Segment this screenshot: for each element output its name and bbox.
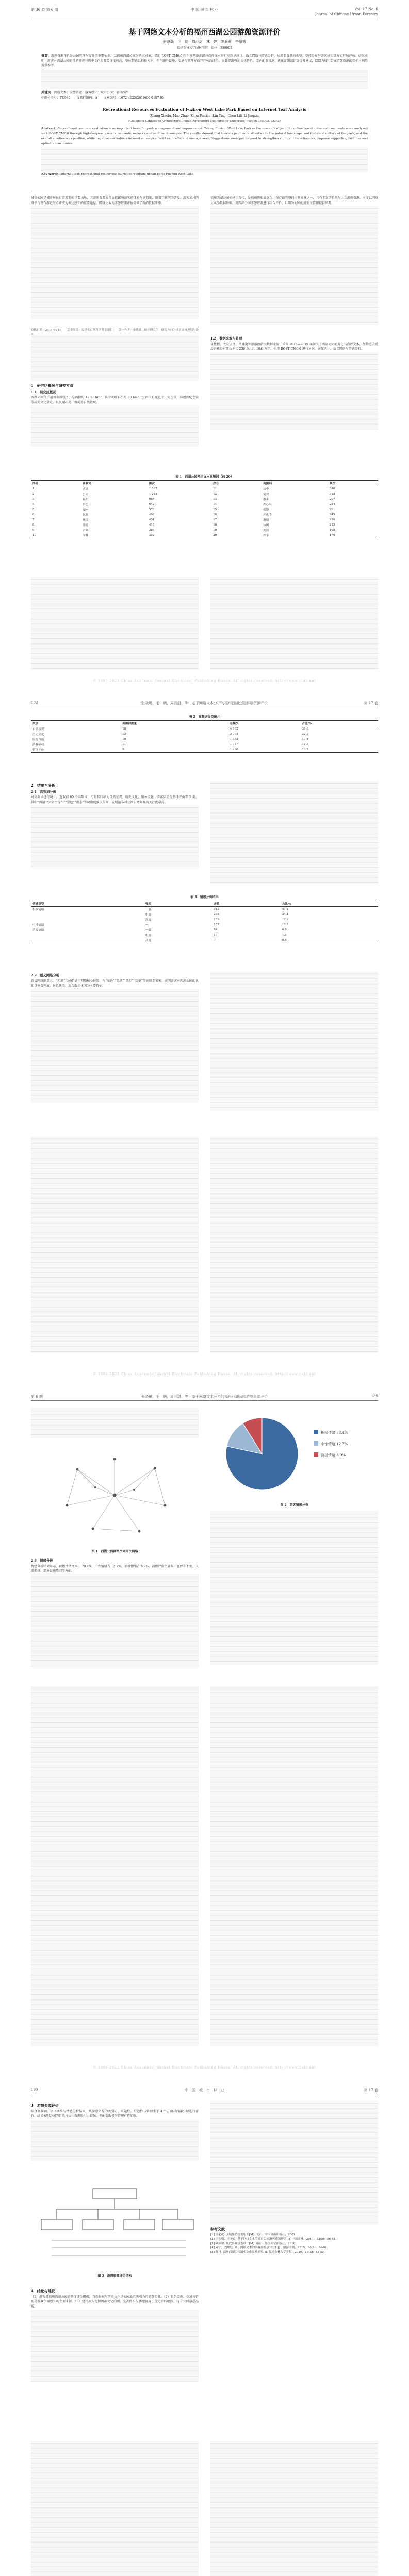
watermark: © 1994-2023 China Academic Journal Electronic Publishing House. All rights reserved. http://www.cnki.net [93, 1372, 316, 1376]
section-1-2-text: 以携程、大众点评、马蜂窝等旅游网站为数据来源，采集 2015—2019 年间关于西湖公园的游记与点评文本，经筛选去重后共获得有效文本 1 236 条，约 18.6 万字。使用 ROST CM6.0 进行分词、词频统计、语义网络与情感分析。 [210, 342, 378, 351]
sentiment-pie-chart [210, 1408, 378, 1500]
table-2-cell: 22.2 [302, 733, 308, 736]
table-2-cell: 13.4 [302, 738, 308, 741]
table-1-cell: 176 [329, 534, 335, 537]
table-3-cell [31, 938, 144, 943]
table-3-cell: 512 [214, 908, 219, 911]
table-1-cell: 免费 [263, 493, 269, 496]
p4-right-column-3 [210, 2441, 378, 2576]
p4-right-column [210, 2101, 378, 2255]
p1-left-column-2 [31, 335, 199, 447]
table-3-cell: 12.9 [282, 918, 289, 921]
table-2-cell: 18 [122, 727, 126, 731]
header-right: 第 17 卷 [364, 701, 378, 705]
t2-h0: 类别 [32, 722, 39, 725]
en-authors: Zhang Xiaolu, Mao Zhao, Zhou Pintian, Lin Ting, Chen Lili, Li Jingxiu [150, 114, 259, 118]
table-1-cell: 漂亮 [83, 524, 89, 527]
table-1-cell: 11 [213, 487, 217, 490]
table-1-cell: 西湖 [83, 488, 89, 491]
table-1-cell: 福州 [83, 498, 89, 501]
table-3-cell [31, 912, 144, 917]
table-2-row [31, 726, 378, 732]
section-4-heading: 4 结论与建议 [31, 2289, 55, 2293]
section-3-heading: 3 游憩资源评价 [31, 2103, 59, 2108]
table-1-cell: 休闲 [263, 524, 269, 527]
t3-h3: 占比/% [282, 903, 292, 906]
table-1-cell: 20 [213, 534, 217, 537]
figure-1 [31, 1444, 199, 1553]
section-3-text: 综合高频词、语义网络与情感分析结果，从游憩资源的吸引力、可达性、舒适性与管理水平 4 个方面对西湖公园进行评价，结果表明公园的自然与文化资源吸引力较强，但配套服务与管理有待加强。 [31, 2109, 199, 2119]
section-1-1-heading: 1.1 研究区概况 [31, 390, 56, 394]
p2-left-column-3 [31, 1137, 199, 1353]
en-keywords-text: internet text; recreational resources; tourist perception; urban park; Fuzhou West Lake [60, 173, 194, 176]
table-2-cell: 游客活动 [32, 743, 44, 747]
table-3-row [31, 938, 378, 943]
figure-3 [31, 2183, 199, 2278]
p3-right-column [210, 1511, 378, 1665]
p1-right-column-2 [210, 335, 378, 430]
keywords-text: 网络文本；游憩资源；游客感知；城市公园；福州西湖 [54, 90, 128, 94]
t1-h3: 序号 [213, 482, 219, 485]
t3-h1: 强度 [145, 903, 151, 906]
table-1-cell: 1 [32, 487, 35, 490]
table-1-cell: 1 248 [149, 493, 157, 496]
table-3-cell: 中性情绪 [32, 924, 44, 927]
legend-swatch [314, 1452, 318, 1457]
reference-item: [3] 刘滨谊. 现代景观规划设计[M]. 南京：东南大学出版社，2010. [210, 2242, 296, 2245]
table-1-cell: 园林 [83, 534, 89, 537]
watermark: © 1994-2023 China Academic Journal Electronic Publishing House. All rights reserved. http://www.cnki.net [93, 2066, 316, 2070]
table-2-cell: 服务设施 [32, 738, 44, 741]
header-left: 188 [31, 701, 38, 705]
table-2-cell: 1 957 [230, 743, 238, 746]
watermark: © 1994-2023 China Academic Journal Electronic Publishing House. All rights reserved. http://www.cnki.net [93, 679, 316, 683]
table-1-cell: 环境 [83, 519, 89, 522]
table-2-cell: 4 862 [230, 727, 238, 731]
table-1-cell: 986 [149, 498, 155, 501]
table-1-cell: 284 [329, 503, 335, 506]
en-abstract-continuation [41, 147, 368, 172]
table-3-cell: 一般 [145, 929, 151, 932]
table-2-grid [31, 720, 378, 753]
table-1-cell: 352 [149, 534, 155, 537]
table-2-cell: 15.5 [302, 743, 308, 746]
table-3-cell: 中度 [145, 934, 151, 937]
reference-item: [1] 吴必虎. 区域旅游规划原理[M]. 北京：中国旅游出版社，2001. [210, 2233, 296, 2236]
table-1-cell: 公园 [83, 493, 89, 496]
table-1-cell: 226 [329, 518, 335, 521]
table-1-row [31, 522, 378, 528]
table-3-cell: 24.1 [282, 913, 289, 916]
table-1-cell: 柳堤 [263, 509, 269, 512]
p1-left-column [31, 196, 199, 338]
table-3-cell: 1.5 [282, 934, 287, 937]
table-2-caption: 表 2 高频词分类统计 [189, 715, 220, 719]
t3-h0: 情感类型 [32, 903, 44, 906]
table-2-cell: 历史文化 [32, 733, 44, 736]
table-3-cell: 6.8 [282, 928, 287, 931]
p4-left-column [31, 2101, 199, 2161]
t1-h2: 频次 [149, 482, 155, 485]
table-1-cell: 451 [149, 518, 155, 521]
header-right: Vol. 17 No. 6 [354, 7, 378, 11]
table-1-row [31, 507, 378, 512]
en-abstract-block [41, 127, 368, 177]
t2-h1: 高频词数量 [122, 722, 137, 725]
table-1-cell: 573 [149, 508, 155, 511]
table-1-cell: 游船 [263, 519, 269, 522]
table-3-cell: 0.6 [282, 939, 287, 942]
header-left: 190 [31, 2088, 38, 2092]
legend-swatch [314, 1441, 318, 1446]
header-right: 189 [371, 1394, 378, 1398]
figure-3-caption: 图 3 游憩资源评价结构 [97, 2274, 132, 2278]
table-2-row [31, 737, 378, 742]
figure-2-caption: 图 2 游客情感分布 [280, 1503, 308, 1507]
table-3-cell: 高度 [145, 919, 151, 922]
header-right-2: Journal of Chinese Urban Forestry [315, 12, 378, 16]
table-1-row [31, 486, 378, 492]
page-2 [0, 693, 409, 1384]
abstract-label: 摘要 [41, 54, 48, 58]
reference-list [210, 2233, 378, 2255]
header-center: 张晓璐，毛 朝，周品甜，等：基于网络文本分析的福州西湖公园游憩资源评价 [141, 1395, 268, 1399]
t2-h3: 占比/% [302, 722, 312, 725]
t3-h2: 条数 [214, 903, 220, 906]
table-1-row [31, 512, 378, 517]
table-3-cell: 157 [214, 923, 219, 926]
p2-left-column-2 [31, 972, 199, 1103]
abstract-continuation [41, 70, 368, 89]
table-1-cell: 散步 [263, 498, 269, 501]
table-3-grid [31, 901, 378, 943]
reference-item: [2] 王永明，王美霞. 基于网络文本的城市公园游客感知研究[J]. 中国园林，2017，33(5)：56-61. [210, 2238, 337, 2241]
table-1-cell: 景色 [83, 503, 89, 506]
table-2-cell: 11 [122, 743, 126, 746]
section-2-2-heading: 2.2 语义网络分析 [31, 974, 60, 977]
table-3-cell: 中度 [145, 913, 151, 917]
table-1-cell: 风景 [83, 514, 89, 517]
table-1-cell: 湖心岛 [263, 503, 272, 506]
t1-h1: 高频词 [83, 482, 91, 485]
table-1-cell: 8 [32, 523, 35, 527]
table-3-cell: — [145, 923, 149, 926]
table-3-cell: 159 [214, 918, 219, 921]
intro-body-2 [210, 206, 378, 325]
table-2-row [31, 747, 378, 753]
table-2 [31, 714, 378, 753]
table-3-row [31, 922, 378, 927]
p3-left-column [31, 1408, 199, 1438]
table-3 [31, 894, 378, 943]
references-heading: 参考文献 [210, 2227, 225, 2231]
section-2-2-text: 语义网络图显示，“西湖”“公园”处于网络核心位置，与“景色”“免费”“散步”“历史”等词联系紧密，表明游客对西湖公园的认知以免费开放、景色优美、适合散步休闲为主要特征。 [31, 979, 199, 988]
section-2-1-heading: 2.1 高频词分析 [31, 790, 56, 794]
table-3-caption: 表 3 情感分析结果 [190, 895, 219, 899]
page-3 [0, 1387, 409, 2077]
en-abstract-text: Recreational resource evaluation is an important basis for park management and improvement. Taking Fuzhou West Lake Park as the research object, the online travel notes and comments were analyzed with ROST CM6.0 through high-frequency words, semantic network and sentiment analysis. The results showed that tourists paid more attention to the natural landscape and historical culture of the park, and the overall emotion was positive, while negative evaluations focused on service facilities, traffic and management. Suggestions were put forward to strengthen cultural characteristics, improve supporting facilities and optimize tour routes. [41, 127, 368, 145]
section-4-text: （1）游客对福州西湖公园的整体评价积极，自然景观与历史文化是公园最具吸引力的游憩资源。（2）服务设施、交通及管理是游客负面感知的主要来源。（3）建议深入挖掘闽都文化内涵，完善停车与休憩设施，优化游线组织，提升公园游憩品质。 [31, 2295, 199, 2309]
article-affiliation: 福建农林大学园林学院 福州 350002 [177, 46, 232, 50]
table-1-cell: 19 [213, 529, 217, 532]
table-3-cell: 一般 [145, 908, 151, 911]
table-3-cell: 消极情绪 [32, 929, 44, 932]
table-1-cell: 历史 [263, 488, 269, 491]
intro-para-2: 福州西湖公园始建于晋代，是福州历史最悠久、保存最完整的古典园林之一，具有丰富的自然与人文游憩资源。本文以网络文本为数据基础，对西湖公园游憩资源进行综合评价，以期为公园的规划与管理提供参考。 [210, 196, 378, 205]
table-1-cell: 12 [213, 493, 217, 496]
reference-item: [4] 邓宁，刘耀庭. 基于网络文本的游客旅游感知分析[J]. 旅游学刊，2015，30(6)：84-92. [210, 2246, 328, 2250]
header-center: 中 国 城 市 林 业 [190, 8, 219, 12]
p1-left-column-3 [31, 577, 199, 670]
table-3-cell: 84 [214, 928, 218, 931]
article-title: 基于网络文本分析的福州西湖公园游憩资源评价 [128, 28, 281, 37]
semantic-network-graph [31, 1444, 199, 1547]
table-1-cell: 18 [213, 523, 217, 527]
table-1-row [31, 492, 378, 497]
intro-body [31, 206, 199, 319]
table-1-cell: 2 [32, 493, 35, 496]
table-2-row [31, 732, 378, 737]
section-1-heading: 1 研究区概况与研究方法 [31, 383, 73, 388]
section-1-1-text: 西湖公园位于福州市鼓楼区，总面积约 42.51 hm²，其中水域面积约 30 hm²。公园内有开化寺、宛在堂、林则徐纪念馆等历史文化景点，以及湖心岛、柳堤等自然景观。 [31, 396, 199, 404]
table-1-cell: 498 [149, 513, 155, 516]
table-2-row [31, 742, 378, 747]
table-3-cell: 7 [214, 939, 216, 942]
t1-h0: 序号 [32, 482, 39, 485]
header-right: 第 17 卷 [364, 2088, 378, 2092]
p3-right-column-3 [210, 1686, 378, 2046]
reference-item: [5] 陈丹. 福州西湖公园历史文化景观研究[J]. 福建农林大学学报，2016，18(2)：45-50. [210, 2250, 325, 2254]
p2-right-column-2 [210, 972, 378, 1111]
t1-h5: 频次 [329, 482, 336, 485]
table-3-row [31, 912, 378, 917]
table-3-row [31, 927, 378, 933]
table-1-row [31, 517, 378, 522]
table-1-cell: 拥挤 [263, 529, 269, 532]
table-3-cell [31, 933, 144, 938]
table-1-cell: 湖水 [83, 509, 89, 512]
table-1-cell: 4 [32, 503, 35, 506]
table-1-cell: 3 [32, 498, 35, 501]
p1-right-column [210, 196, 378, 325]
section-1-2-heading: 1.2 数据来源与处理 [210, 337, 242, 341]
table-2-cell: 12 [122, 733, 126, 736]
p2-right-column-3 [210, 1137, 378, 1353]
keywords-label: 关键词 [41, 90, 51, 94]
table-1-row [31, 528, 378, 533]
table-2-cell: 9 [122, 748, 124, 751]
table-3-cell: 积极情绪 [32, 908, 44, 911]
section-2-heading: 2 结果与分析 [31, 783, 55, 788]
p1-right-column-3 [210, 577, 378, 670]
table-1-cell: 417 [149, 523, 155, 527]
p3-left-column-3 [31, 1686, 199, 2046]
table-2-cell: 整体评价 [32, 749, 44, 752]
table-1-row [31, 497, 378, 502]
article-authors: 张晓璐 毛 朝 周品甜 林 婷 陈莉莉 李景秀 [163, 40, 246, 44]
footnote: 收稿日期：2019-04-10 基金项目：福建省自然科学基金项目 第一作者：张晓璐，硕士研究生，研究方向为风景园林规划与设 [31, 327, 199, 338]
intro-para-1: 城市公园是城市居民日常游憩的重要场所，其游憩资源质量直接影响游客的体验与满意度。随着互联网的普及，游客通过网络平台发布游记与点评成为表达感知的重要途径，网络文本为游憩资源评价提供了新的数据来源。 [31, 196, 199, 205]
class-no: 中图分类号：TU986 文献标识码：A 文章编号：1672-4925(2019)06-0187-05 [41, 96, 164, 100]
table-3-row [31, 907, 378, 912]
figure-2 [210, 1408, 378, 1507]
table-1-cell: 停车 [263, 534, 269, 537]
page-4 [0, 2080, 409, 2576]
table-1-cell: 开化寺 [263, 514, 272, 517]
table-1-grid [31, 480, 378, 538]
table-1-cell: 318 [329, 493, 335, 496]
table-1-cell: 古典 [83, 529, 89, 532]
table-1-cell: 14 [213, 503, 217, 506]
abstract-text: 游憩资源评价是公园管理与提升的重要依据。以福州西湖公园为研究对象，借助 ROST CM6.0 软件对网络游记与点评文本进行高频词统计、语义网络与情感分析，从游憩资源的类型、空间分布与游客感知等方面开展评价。结果表明：游客对西湖公园的自然景观与历史文化资源关注度较高，整体情感以积极为主；但在服务设施、交通与管理方面存在负面评价。据此提出强化文化特色、完善配套设施、优化游线组织等提升建议，以期为城市公园游憩资源的保护与利用提供参考。 [41, 54, 368, 68]
evaluation-structure-diagram [31, 2183, 199, 2271]
page-1 [0, 0, 409, 690]
table-1-cell: 16 [213, 513, 217, 516]
en-title: Recreational Resources Evaluation of Fuzhou West Lake Park Based on Internet Text Analysis [103, 107, 306, 112]
table-1-row [31, 502, 378, 507]
table-1-cell: 5 [32, 508, 35, 511]
p4-left-column-3 [31, 2441, 199, 2576]
table-3-cell: 41.4 [282, 908, 289, 911]
table-1-cell: 7 [32, 518, 35, 521]
legend-label: 消极情绪 8.9% [321, 1453, 346, 1458]
table-1-cell: 13 [213, 498, 217, 501]
t2-h2: 总频次 [230, 722, 239, 725]
section-2-3-heading: 2.3 情感分析 [31, 1559, 53, 1563]
header-center: 中 国 城 市 林 业 [185, 2088, 224, 2092]
table-2-cell: 10 [122, 738, 126, 741]
table-1-cell: 642 [149, 503, 155, 506]
table-1-cell: 6 [32, 513, 35, 516]
table-1-cell: 297 [329, 498, 335, 501]
en-abstract-label: Abstract: [41, 127, 57, 130]
table-3-cell: 298 [214, 913, 219, 916]
table-1 [31, 474, 378, 538]
table-2-cell: 自然景观 [32, 728, 44, 731]
legend-label: 中性情绪 12.7% [321, 1442, 348, 1446]
table-1-cell: 1 562 [149, 487, 157, 490]
table-2-cell: 1 683 [230, 738, 238, 741]
table-1-cell: 15 [213, 508, 217, 511]
legend-label: 积极情绪 78.4% [321, 1431, 348, 1435]
table-1-cell: 198 [329, 529, 335, 532]
table-1-cell: 9 [32, 529, 35, 532]
section-2-3-text: 情感分析结果显示，积极情绪文本占 78.4%，中性情绪占 12.7%，消极情绪占 8.9%。消极评价主要集中在停车不便、人流拥挤、部分设施陈旧等方面。 [31, 1564, 199, 1573]
table-2-cell: 2 794 [230, 733, 238, 736]
table-1-cell: 10 [32, 534, 37, 537]
abstract-block: 摘要：游憩资源评价是公园管理与提升的重要依据。以福州西湖公园为研究对象，借助 ROST CM6.0 软件对网络游记与点评文本进行高频词统计、语义网络与情感分析，从游憩资源的类型、空间分布与游客感知等方面开展评价。结果表明：游客对西湖公园的自然景观与历史文化资源关注度较高，整体情感以积极为主；但在服务设施、交通与管理方面存在负面评价。据此提出强化文化特色、完善配套设施、优化游线组织等提升建议，以期为城市公园游憩资源的保护与利用提供参考。 关键词：网络文本；游憩资源；游客感知；城市公园；福州西湖 中图分类号：TU986 文献标识码：A 文章编号：1672-4925(2019)06-0187-05 [41, 54, 368, 100]
figure-1-caption: 图 1 西湖公园网络文本语义网络 [91, 1550, 138, 1553]
table-3-cell [31, 917, 144, 922]
en-affiliation: (College of Landscape Architecture, Fujian Agriculture and Forestry University, Fuzhou 350002, China) [128, 120, 281, 123]
table-1-cell: 389 [149, 529, 155, 532]
table-3-row [31, 917, 378, 922]
table-3-cell: 19 [214, 934, 218, 937]
table-1-caption: 表 1 西湖公园网络文本高频词（前 20） [175, 475, 234, 479]
p2-left-column [31, 781, 199, 867]
table-1-cell: 17 [213, 518, 217, 521]
table-2-cell: 1 296 [230, 748, 238, 751]
table-2-cell: 10.3 [302, 748, 308, 751]
p4-left-column-2 [31, 2286, 199, 2382]
table-3-cell: 12.7 [282, 923, 289, 926]
table-3-cell: 高度 [145, 939, 151, 942]
p2-right-column [210, 781, 378, 884]
table-1-cell: 326 [329, 487, 335, 490]
p3-left-column-2 [31, 1557, 199, 1667]
table-1-cell: 215 [329, 523, 335, 527]
table-2-cell: 38.6 [302, 727, 308, 731]
header-left: 第 36 卷 第 6 期 [31, 8, 58, 12]
section-2-1-text: 对高频词进行统计，选取前 60 个高频词，可将其归纳为自然景观、历史文化、服务设施、游客活动与整体评价等 5 类。其中“西湖”“公园”“福州”“景色”“湖水”等词出现频次最高，说明游客对公园自然景观的关注度最高。 [31, 795, 199, 804]
table-3-row [31, 933, 378, 938]
table-1-cell: 243 [329, 513, 335, 516]
t1-h4: 高频词 [263, 482, 272, 485]
en-keywords-label: Key words: [41, 173, 60, 176]
table-1-cell: 261 [329, 508, 335, 511]
legend-swatch [314, 1430, 318, 1434]
header-center: 张晓璐，毛 朝，周品甜，等：基于网络文本分析的福州西湖公园游憩资源评价 [141, 701, 268, 705]
header-left: 第 6 期 [31, 1395, 43, 1399]
table-1-row [31, 533, 378, 538]
